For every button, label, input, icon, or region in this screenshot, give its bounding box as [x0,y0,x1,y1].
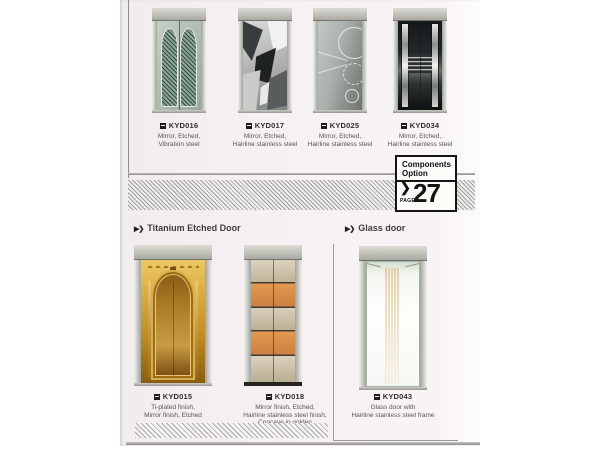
door-jamb [287,21,292,110]
door-face [398,21,442,110]
door-image-kyd015 [133,245,213,386]
door-split-line [420,21,421,110]
door-split-line [179,21,180,110]
door-jamb [201,21,206,110]
door-face [251,260,295,383]
door-sill [244,382,302,386]
door-sill [238,110,292,113]
door-header [359,246,427,261]
desc-line: Hairline stainless steel frame [351,411,435,419]
door-sill [134,383,212,386]
door-jamb [420,261,427,387]
door-jamb [359,261,366,387]
brand-mark-icon [160,123,166,129]
product-label [328,392,458,419]
glass-section-border-horizontal [333,440,458,441]
steel-strip [432,24,438,107]
badge-page-ref [397,178,455,209]
brand-mark-icon [154,394,160,400]
desc-line: Mirror, Etched, [243,133,287,140]
hatched-band-bottom [135,423,328,438]
brand-mark-icon [374,394,380,400]
door-face [141,260,205,383]
desc-line: Hairline stainless steel [232,140,298,148]
product-label [108,392,238,419]
brand-mark-icon [246,123,252,129]
door-image-kyd018 [243,245,303,386]
door-jamb [362,21,367,110]
golden-arch-panel [153,272,193,378]
heading-marker-icon: ▶❯ [345,226,355,233]
page-label: PAGE [400,198,415,204]
product-label [129,121,229,148]
brand-mark-icon [401,123,407,129]
etched-circle [345,89,359,103]
door-jamb [205,260,212,383]
desc-line: Mirror finish, Etched [144,411,202,419]
product-code [370,121,470,130]
glass-highlight [367,262,419,386]
product-description [108,404,238,419]
product-code-text: KYD015 [162,392,193,401]
door-header [152,8,206,21]
section-title: Titanium Etched Door [147,223,241,233]
door-header [134,245,212,260]
components-option-badge [395,155,457,212]
product-code [328,392,458,401]
pilaster [195,281,198,378]
product-code-text: KYD043 [382,392,413,401]
door-header [238,8,292,21]
door-sill [313,110,367,113]
brand-mark-icon [266,394,272,400]
etched-circle [343,63,362,85]
badge-title-line: Components [402,160,451,169]
door-image-kyd025 [312,8,368,113]
door-header [244,245,302,260]
chevron-right-icon: ❯ [400,180,411,195]
section-heading-titanium [134,223,241,233]
product-code [129,121,229,130]
door-jamb [244,260,251,383]
door-image-kyd034 [392,8,448,113]
product-label [370,121,470,148]
door-jamb [134,260,141,383]
desc-line: Ti-plated finish, [151,404,195,411]
top-group-border-line [128,0,129,178]
door-image-kyd043 [358,246,428,390]
heading-marker-icon: ▶❯ [134,226,144,233]
desc-line: Hairline stainless steel finish, [243,411,327,419]
product-code-text: KYD034 [409,121,440,130]
desc-line: Hairline stainless steel [307,140,373,148]
section-title: Glass door [358,223,406,233]
product-code-text: KYD025 [329,121,360,130]
product-code [108,392,238,401]
door-face [243,21,287,110]
door-sill [152,110,206,113]
product-description [129,133,229,148]
pilaster [148,281,151,378]
badge-title-line: Option [402,169,428,178]
section-heading-glass [345,223,405,233]
desc-line: Mirror, Etched, [398,133,442,140]
desc-line: Mirror, Etched, [318,133,362,140]
door-sill [359,387,427,390]
door-face [318,21,362,110]
door-jamb [442,21,447,110]
door-header [393,8,447,21]
product-code-text: KYD016 [168,121,199,130]
glass-door-panel [366,261,420,387]
door-split-line [273,260,274,383]
product-description [328,404,458,419]
desc-line: Glass door with [370,404,416,411]
door-jamb [295,260,302,383]
door-sill [393,110,447,113]
door-face [157,21,201,110]
product-code-text: KYD017 [254,121,285,130]
desc-line: Mirror finish, Etched, [255,404,315,411]
etched-arch-panel [161,28,178,107]
catalog-page [120,0,480,446]
door-image-kyd016 [151,8,207,113]
brand-mark-icon [321,123,327,129]
desc-line: Vibration steel [158,140,200,148]
desc-line: Hairline stainless steel [387,140,453,148]
etched-circle [338,27,362,59]
desc-line: Mirror, Etched, [157,133,201,140]
product-code-text: KYD018 [274,392,305,401]
door-header [313,8,367,21]
page-bottom-edge [126,442,480,445]
page-number: 27 [413,178,440,208]
door-image-kyd017 [237,8,293,113]
product-description [370,133,470,148]
etched-arch-panel [180,28,197,107]
